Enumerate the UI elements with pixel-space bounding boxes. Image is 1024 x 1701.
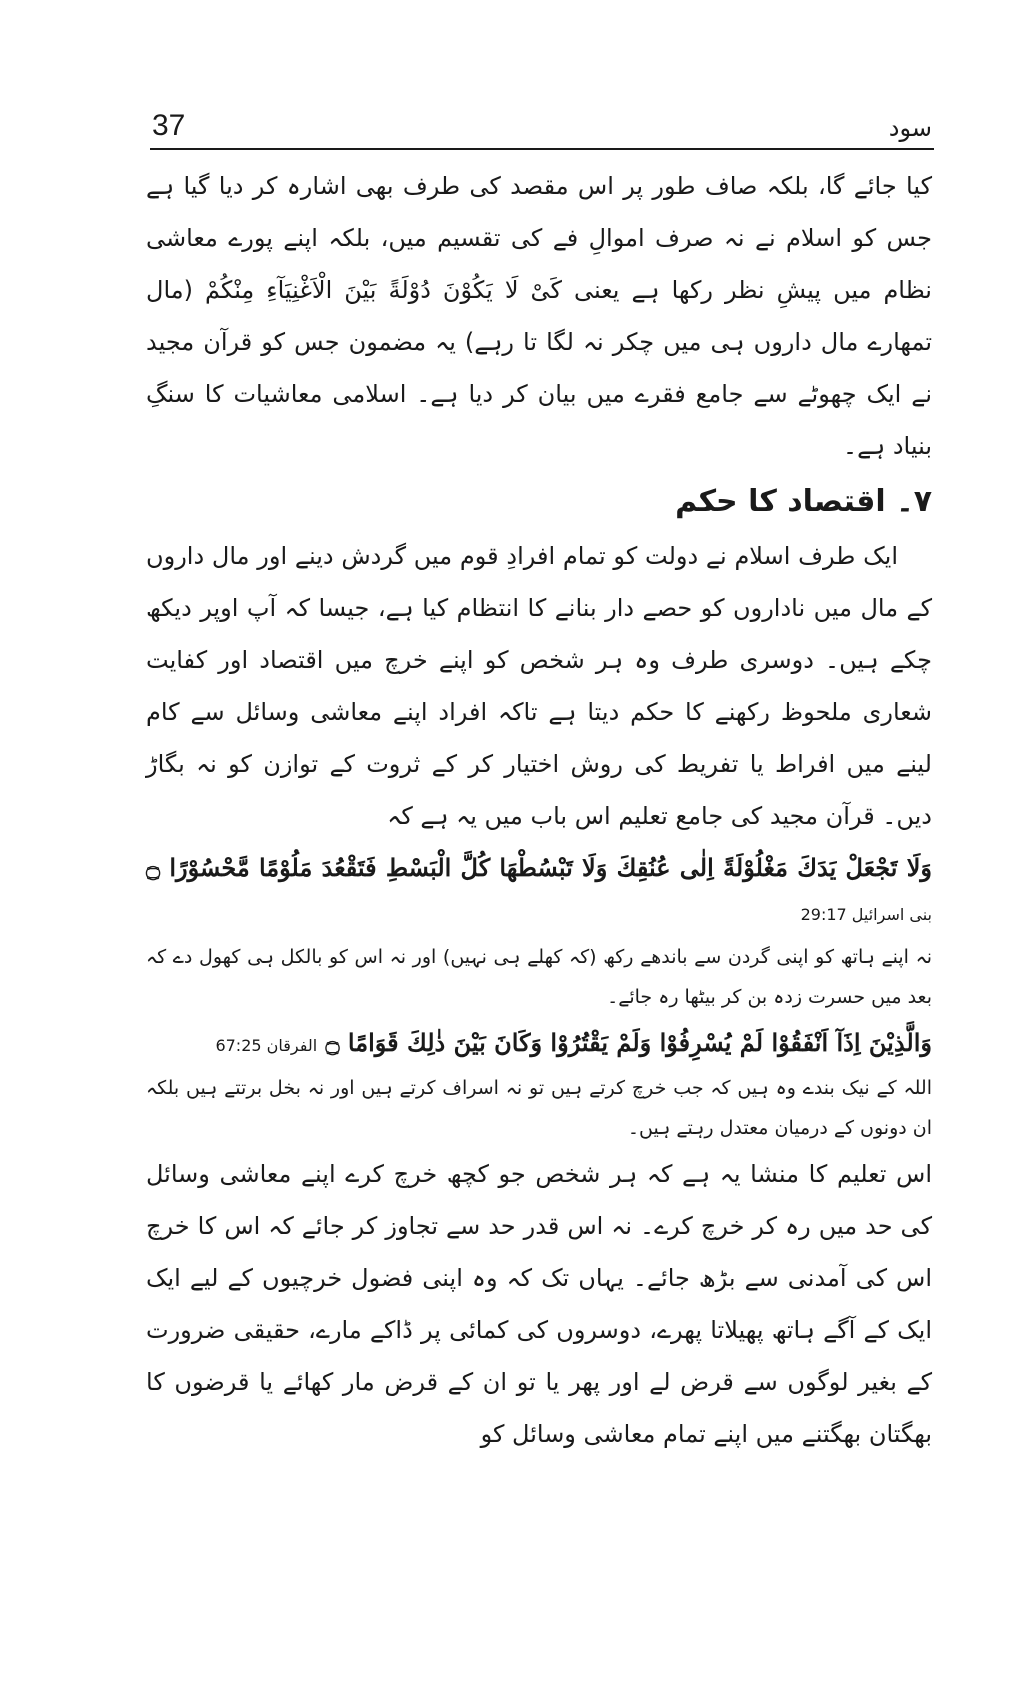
paragraph-3: اس تعلیم کا منشا یہ ہے کہ ہر شخص جو کچھ خرچ کرے اپنے معاشی وسائل کی حد میں رہ کر خرچ کرے۔ نہ اس قدر حد سے تجاوز کر جائے کہ اس کا خرچ اس کی آمدنی سے بڑھ جائے۔ یہاں تک کہ وہ اپنی فضول خرچیوں کے لیے ایک ایک کے آگے ہاتھ پھیلاتا پھرے، دوسروں کی کمائی پر ڈاکے مارے، حقیقی ضرورت کے بغیر لوگوں سے قرض لے اور پھر یا تو ان کے قرض مار کھائے یا قرضوں کا بھگتان بھگتنے میں اپنے تمام معاشی وسائل کو bbox=[146, 1160, 932, 1448]
quran-verse-2-reference: الفرقان 67:25 bbox=[215, 1036, 318, 1055]
quran-verse-1-text: وَلَا تَجْعَلْ یَدَكَ مَغْلُوْلَةً اِلٰى عُنُقِكَ وَلَا تَبْسُطْهَا كُلَّ الْبَسْطِ فَتَقْعُدَ مَلُوْمًا مَّحْسُوْرًا ۝ bbox=[146, 853, 932, 882]
paragraph-1: کیا جائے گا، بلکہ صاف طور پر اس مقصد کی طرف بھی اشارہ کر دیا گیا ہے جس کو اسلام نے نہ صرف اموالِ فے کی تقسیم میں، بلکہ اپنے پورے معاشی نظام میں پیشِ نظر رکھا ہے یعنی کَیْ لَا یَکُوْنَ دُوْلَةً بَیْنَ الْاَغْنِیَآءِ مِنْکُمْ (مال تمھارے مال داروں ہی میں چکر نہ لگا تا رہے) یہ مضمون جس کو قرآن مجید نے ایک چھوٹے سے جامع فقرے میں بیان کر دیا ہے۔ اسلامی معاشیات کا سنگِ بنیاد ہے۔ bbox=[146, 172, 932, 460]
quran-verse-1-reference: بنی اسرائیل 29:17 bbox=[800, 905, 932, 924]
quran-verse-1 bbox=[146, 846, 932, 937]
page-body bbox=[146, 160, 932, 1460]
page-number: 37 bbox=[152, 109, 186, 142]
section-heading: ۷۔ اقتصاد کا حکم bbox=[675, 484, 932, 519]
quran-verse-2 bbox=[146, 1021, 932, 1068]
quran-verse-2-text: وَالَّذِیْنَ اِذَآ اَنْفَقُوْا لَمْ یُسْرِفُوْا وَلَمْ یَقْتُرُوْا وَكَانَ بَیْنَ ذٰلِكَ قَوَامًا ۝ bbox=[325, 1028, 932, 1057]
running-title: سود bbox=[888, 114, 932, 142]
translation-2: اللہ کے نیک بندے وہ ہیں کہ جب خرچ کرتے ہیں تو نہ اسراف کرتے ہیں اور نہ بخل برتتے ہیں بلکہ ان دونوں کے درمیان معتدل رہتے ہیں۔ bbox=[146, 1077, 932, 1139]
paragraph-2: ایک طرف اسلام نے دولت کو تمام افرادِ قوم میں گردش دینے اور مال داروں کے مال میں ناداروں کو حصے دار بنانے کا انتظام کیا ہے، جیسا کہ آپ اوپر دیکھ چکے ہیں۔ دوسری طرف وہ ہر شخص کو اپنے خرچ میں اقتصاد اور کفایت شعاری ملحوظ رکھنے کا حکم دیتا ہے تاکہ افراد اپنے معاشی وسائل سے کام لینے میں افراط یا تفریط کی روش اختیار کر کے ثروت کے توازن کو نہ بگاڑ دیں۔ قرآن مجید کی جامع تعلیم اس باب میں یہ ہے کہ bbox=[146, 542, 932, 830]
translation-1: نہ اپنے ہاتھ کو اپنی گردن سے باندھے رکھ (کہ کھلے ہی نہیں) اور نہ اس کو بالکل ہی کھول دے کہ بعد میں حسرت زدہ بن کر بیٹھا رہ جائے۔ bbox=[146, 946, 932, 1008]
header-rule bbox=[150, 148, 934, 150]
